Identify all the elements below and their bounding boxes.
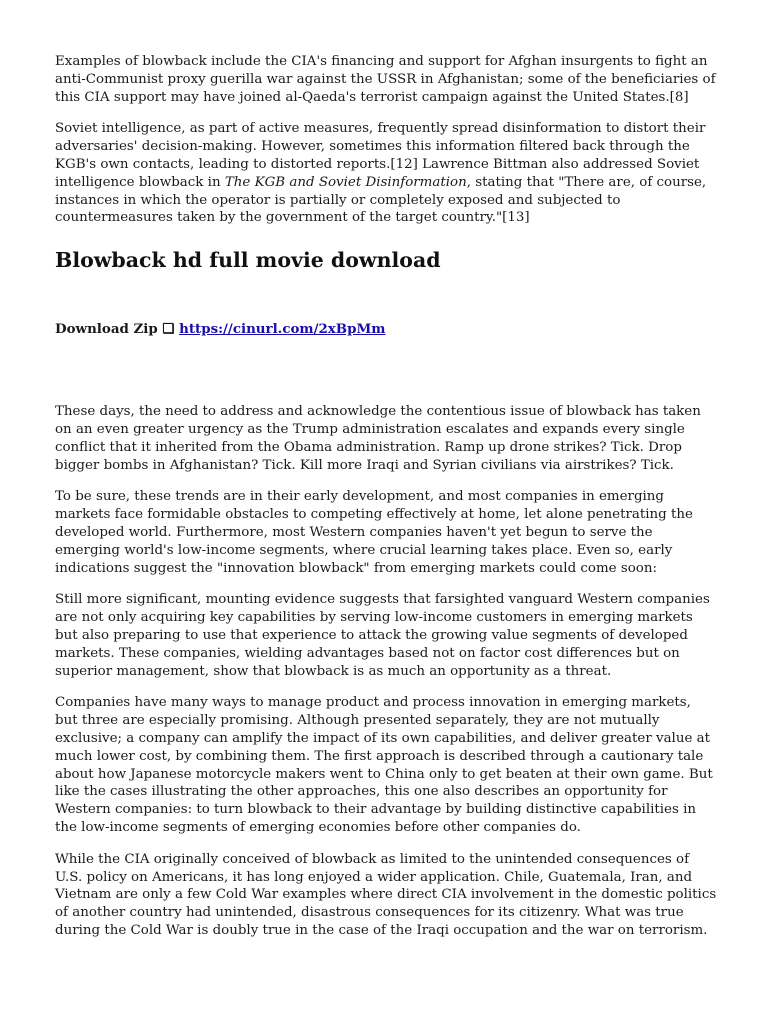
download-link[interactable]: https://cinurl.com/2xBpMm <box>179 321 386 338</box>
body-paragraph-4: Companies have many ways to manage product and process innovation in emerging markets, but three are especially promising. Although presented separately, they are not mutually exclusive; a company can amplify the impact of its own capabilities, and deliver greater value at much lower cost, by combining them. The first approach is described through a cautionary tale about how Japanese motorcycle makers went to China only to get beaten at their own game. But like the cases illustrating the other approaches, this one also describes an opportunity for Western companies: to turn blowback to their advantage by building distinctive capabilities in the low-income segments of emerging economies before other companies do. <box>55 695 713 835</box>
book-title: The KGB and Soviet Disinformation <box>224 174 467 190</box>
soviet-text-part1: Soviet intelligence, as part of active measures, frequently spread disinformation to distort their adversaries' decision-making. However, sometimes this information filtered back through the KGB's own contacts, leading to distorted reports.[12] Lawrence Bittman also addressed Soviet intelligence blowback in <box>55 121 706 190</box>
soviet-paragraph <box>55 120 717 227</box>
download-line <box>55 320 717 338</box>
page-heading: Blowback hd full movie download <box>55 248 441 273</box>
body-paragraph-3: Still more significant, mounting evidence suggests that farsighted vanguard Western companies are not only acquiring key capabilities by serving low-income customers in emerging markets but also preparing to use that experience to attack the growing value segments of developed markets. These companies, wielding advantages based not on factor cost differences but on superior management, show that blowback is as much an opportunity as a threat. <box>55 592 710 679</box>
soviet-text-part2: , stating that "There are, of course, instances in which the operator is partially or completely exposed and subjected to countermeasures taken by the government of the target country."[13] <box>55 174 707 226</box>
download-label: Download Zip ❑ <box>55 321 180 338</box>
spacer <box>55 338 717 403</box>
body-paragraph-5: While the CIA originally conceived of blowback as limited to the unintended consequences of U.S. policy on Americans, it has long enjoyed a wider application. Chile, Guatemala, Iran, and Vietnam are only a few Cold War examples where direct CIA involvement in the domestic politics of another country had unintended, disastrous consequences for its citizenry. What was true during the Cold War is doubly true in the case of the Iraqi occupation and the war on terrorism. <box>55 851 717 938</box>
body-paragraph-1: These days, the need to address and acknowledge the contentious issue of blowback has taken on an even greater urgency as the Trump administration escalates and expands every single conflict that it inherited from the Obama administration. Ramp up drone strikes? Tick. Drop bigger bombs in Afghanistan? Tick. Kill more Iraqi and Syrian civilians via airstrikes? Tick. <box>55 404 701 473</box>
intro-paragraph: Examples of blowback include the CIA's financing and support for Afghan insurgents to fight an anti-Communist proxy guerilla war against the USSR in Afghanistan; some of the beneficiaries of this CIA support may have joined al-Qaeda's terrorist campaign against the United States.[8] <box>55 54 716 105</box>
document-page <box>55 53 717 954</box>
body-paragraph-2: To be sure, these trends are in their early development, and most companies in emerging markets face formidable obstacles to competing effectively at home, let alone penetrating the developed world. Furthermore, most Western companies haven't yet begun to serve the emerging world's low-income segments, where crucial learning takes place. Even so, early indications suggest the "innovation blowback" from emerging markets could come soon: <box>55 489 693 576</box>
